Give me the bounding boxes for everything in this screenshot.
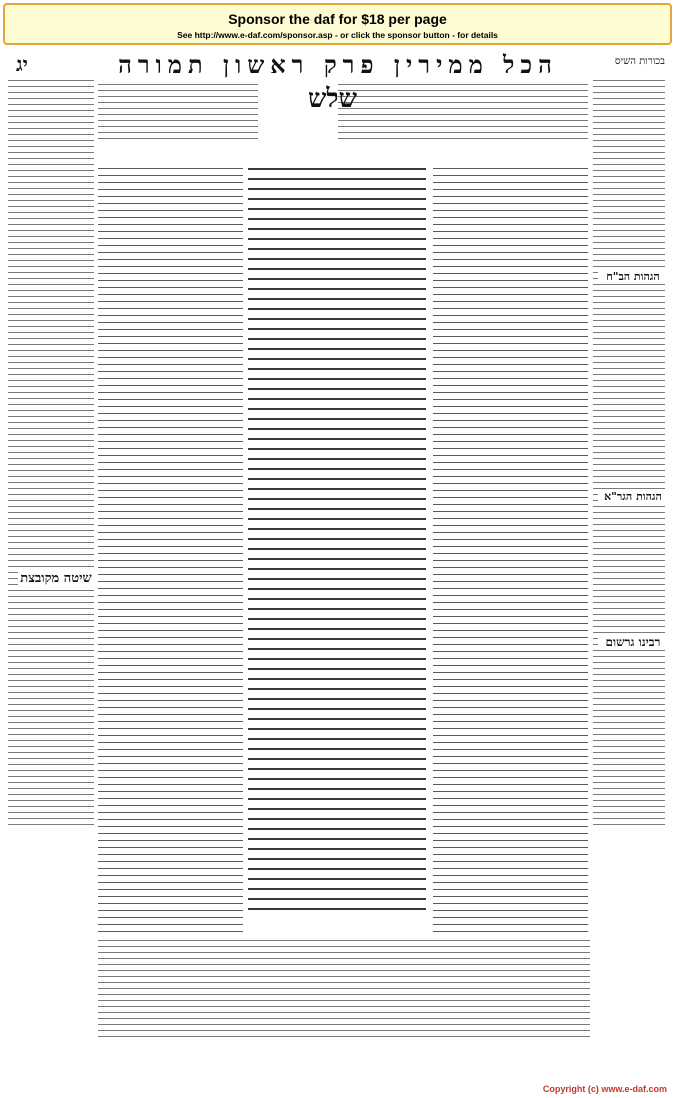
sponsor-subtitle[interactable]: See http://www.e-daf.com/sponsor.asp - or click the sponsor button - for details: [177, 30, 498, 40]
page-title: הכל ממירין פרק ראשון תמורה: [118, 50, 558, 79]
copyright-notice: Copyright (c) www.e-daf.com: [542, 1084, 667, 1094]
rashi-top-block: [338, 84, 588, 164]
bottom-commentary: [98, 940, 590, 1058]
section-hagahot-bach: הגהות הב"ח: [598, 270, 668, 283]
header-right-note: בכורות השיס: [614, 56, 665, 67]
daf-number: יג: [16, 52, 28, 76]
section-shita-mekubetzet: שיטה מקובצת: [18, 570, 94, 586]
section-hagahot-gra: הגהות הגר"א: [598, 490, 668, 503]
talmud-page: [8, 50, 669, 1080]
section-rabbenu-gershom: רבינו גרשום: [598, 635, 668, 650]
tosafot-top-block: [98, 84, 258, 164]
gemara-opening-word: שלש: [308, 84, 357, 114]
tosafot-column: [98, 168, 243, 938]
sponsor-banner[interactable]: [3, 3, 672, 45]
right-margin-notes: [593, 80, 665, 1080]
gemara-text: [248, 168, 426, 938]
sponsor-title: Sponsor the daf for $18 per page: [228, 11, 447, 27]
rashi-column: [433, 168, 588, 938]
page-header: [8, 50, 669, 79]
